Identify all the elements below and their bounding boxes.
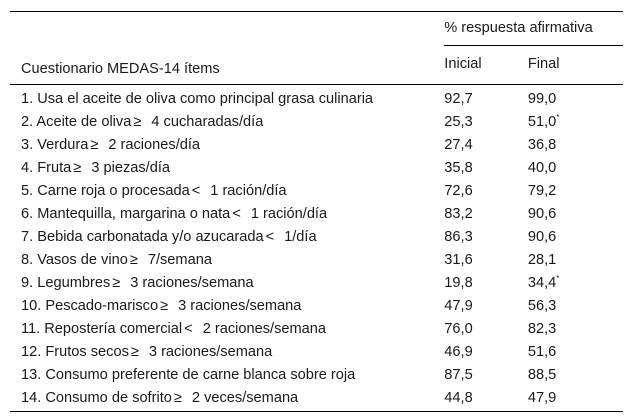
table-row	[10, 341, 623, 364]
comparison-sign: ≥	[173, 390, 182, 406]
initial-value: 46,9	[444, 343, 473, 360]
item-threshold: 3 raciones/semana	[178, 297, 302, 314]
final-cell	[528, 84, 623, 111]
item-label: 6. Mantequilla, margarina o nata	[21, 205, 231, 222]
initial-value: 72,6	[444, 182, 473, 199]
item-label: 5. Carne roja o procesada	[21, 182, 190, 199]
comparison-sign: ≥	[90, 136, 99, 153]
table-row	[10, 134, 623, 157]
table-row	[10, 157, 623, 180]
table-row	[10, 364, 623, 387]
table-row	[10, 203, 623, 226]
final-value: 40,0	[527, 159, 557, 176]
final-value: 28,1	[527, 251, 557, 268]
final-value: 51,0	[527, 113, 557, 130]
header-row-columns	[10, 46, 623, 85]
item-label: 3. Verdura	[21, 136, 89, 153]
table-row	[10, 111, 623, 134]
final-cell	[528, 203, 623, 226]
final-cell	[528, 226, 623, 249]
item-cell	[10, 134, 444, 157]
item-cell	[10, 180, 444, 203]
item-label: 10. Pescado-marisco	[21, 297, 159, 314]
initial-value: 27,4	[444, 136, 473, 153]
final-cell	[528, 387, 623, 412]
item-label: 8. Vasos de vino	[21, 251, 128, 268]
item-threshold: 2 raciones/semana	[202, 320, 326, 337]
final-value: 88,5	[527, 366, 557, 383]
item-threshold: 1/día	[284, 228, 317, 245]
final-cell	[528, 364, 623, 387]
header-questionnaire-items: Cuestionario MEDAS-14 ítems	[10, 46, 444, 85]
item-cell	[10, 226, 444, 249]
table-row	[10, 295, 623, 318]
comparison-sign: ≥	[112, 274, 121, 291]
item-cell	[10, 341, 444, 364]
item-threshold: 3 piezas/día	[91, 159, 171, 176]
item-threshold: 1 ración/día	[210, 182, 287, 199]
table-row	[10, 387, 623, 412]
header-percent-affirmative: % respuesta afirmativa	[444, 12, 623, 46]
final-cell	[528, 180, 623, 203]
table-header	[10, 12, 623, 85]
item-label: 7. Bebida carbonatada y/o azucarada	[21, 228, 264, 245]
final-value: 51,6	[527, 343, 557, 360]
initial-value: 86,3	[444, 228, 473, 245]
item-cell	[10, 157, 444, 180]
item-cell	[10, 364, 444, 387]
table-row	[10, 272, 623, 295]
header-final: Final	[528, 46, 623, 85]
comparison-sign: <	[191, 182, 201, 199]
table-row	[10, 318, 623, 341]
item-label: 13. Consumo preferente de carne blanca sobre roja	[21, 366, 356, 383]
final-cell	[528, 341, 623, 364]
comparison-sign: <	[265, 228, 275, 245]
item-threshold: 3 raciones/semana	[130, 274, 254, 291]
comparison-sign: ≥	[160, 297, 169, 314]
medas-table-container	[10, 11, 623, 412]
comparison-sign: ≥	[129, 251, 138, 268]
final-cell	[528, 295, 623, 318]
header-row-group	[10, 12, 623, 46]
initial-value: 19,8	[444, 274, 473, 291]
item-cell	[10, 203, 444, 226]
item-cell	[10, 272, 444, 295]
item-threshold: 3 raciones/semana	[148, 343, 273, 360]
initial-value: 31,6	[444, 251, 473, 268]
item-label: 11. Repostería comercial	[21, 320, 183, 337]
initial-value: 44,8	[444, 387, 528, 412]
header-initial: Inicial	[444, 46, 528, 85]
initial-value: 92,7	[444, 90, 473, 107]
final-value: 36,8	[527, 136, 557, 153]
initial-value: 35,8	[444, 159, 473, 176]
final-cell	[528, 111, 623, 134]
item-cell	[10, 295, 444, 318]
item-label: 1. Usa el aceite de oliva como principal grasa culinaria	[21, 90, 374, 107]
initial-value: 47,9	[444, 297, 473, 314]
item-threshold: 2 veces/semana	[191, 390, 299, 406]
comparison-sign: ≥	[133, 113, 142, 130]
final-value: 99,0	[527, 90, 557, 107]
item-cell	[10, 318, 444, 341]
table-body	[10, 84, 623, 411]
comparison-sign: <	[232, 205, 241, 222]
final-value: 56,3	[527, 297, 557, 314]
final-cell	[528, 157, 623, 180]
final-value: 34,4	[527, 274, 557, 291]
initial-value: 87,5	[444, 366, 473, 383]
initial-value: 83,2	[444, 205, 473, 222]
item-threshold: 7/semana	[147, 251, 212, 268]
table-row	[10, 180, 623, 203]
table-row	[10, 249, 623, 272]
item-label: 12. Frutos secos	[21, 343, 129, 360]
significance-mark: *	[556, 273, 560, 283]
item-cell	[10, 387, 444, 412]
final-value: 79,2	[527, 182, 557, 199]
initial-value: 76,0	[444, 320, 473, 337]
final-cell	[528, 134, 623, 157]
final-value: 90,6	[527, 205, 557, 222]
final-cell	[528, 249, 623, 272]
item-cell	[10, 111, 444, 134]
final-value: 82,3	[527, 320, 557, 337]
table-row	[10, 84, 623, 111]
item-threshold: 2 raciones/día	[108, 136, 201, 153]
final-value: 47,9	[527, 390, 557, 406]
medas-results-table	[10, 11, 623, 412]
significance-mark: *	[556, 112, 560, 122]
item-threshold: 4 cucharadas/día	[151, 113, 264, 130]
item-cell	[10, 249, 444, 272]
comparison-sign: <	[184, 320, 193, 337]
comparison-sign: ≥	[73, 159, 82, 176]
table-row	[10, 226, 623, 249]
item-label: 2. Aceite de oliva	[21, 113, 132, 130]
comparison-sign: ≥	[130, 343, 139, 360]
item-label: 14. Consumo de sofrito	[21, 390, 172, 406]
item-label: 9. Legumbres	[21, 274, 111, 291]
final-value: 90,6	[527, 228, 557, 245]
item-label: 4. Fruta	[21, 159, 72, 176]
final-cell	[528, 318, 623, 341]
final-cell	[528, 272, 623, 295]
item-threshold: 1 ración/día	[250, 205, 328, 222]
item-cell	[10, 84, 444, 111]
header-empty-cell	[10, 12, 444, 46]
initial-value: 25,3	[444, 113, 473, 130]
